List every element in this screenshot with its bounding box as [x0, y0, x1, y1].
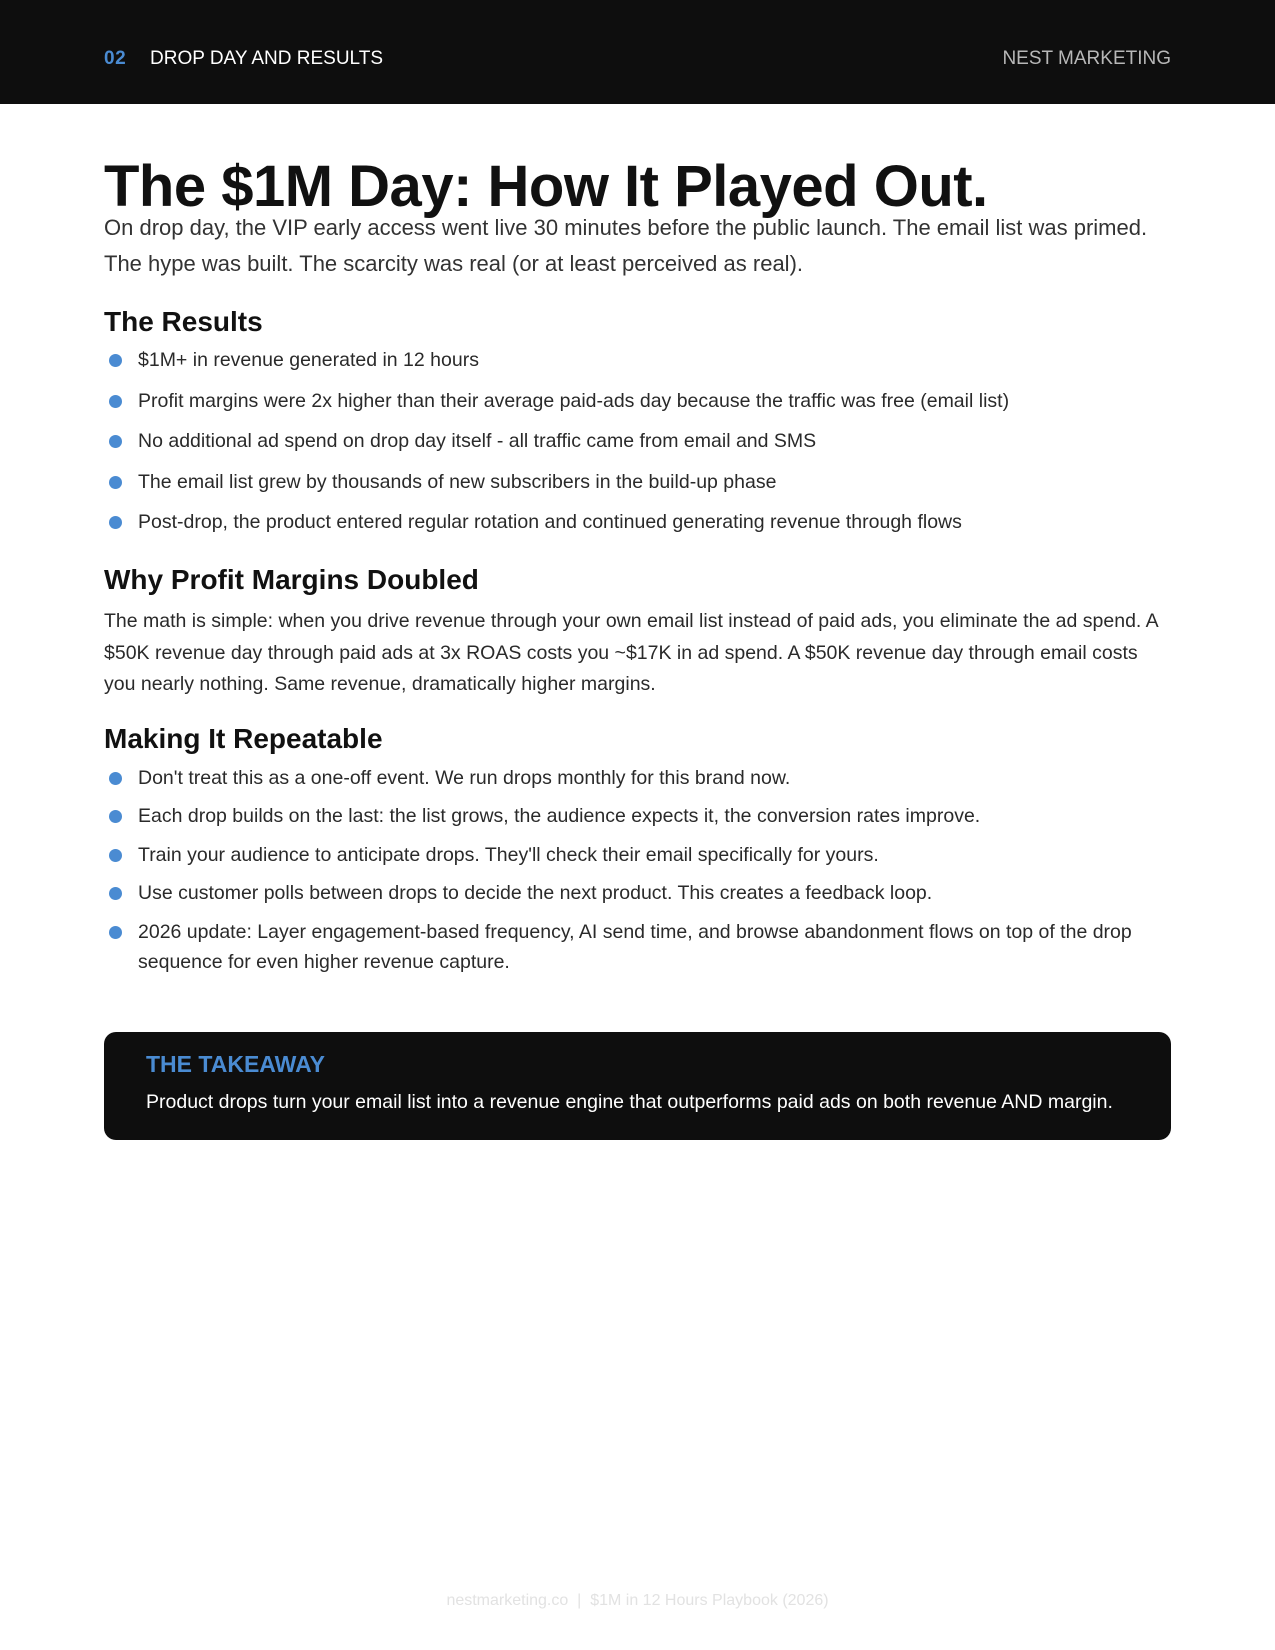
- takeaway-callout: [104, 1032, 1171, 1140]
- page-footer: nestmarketing.co | $1M in 12 Hours Playbook (2026): [446, 1592, 829, 1609]
- bullet-dot-icon: [109, 926, 122, 939]
- results-heading: The Results: [104, 306, 263, 337]
- bullet-dot-icon: [109, 476, 122, 489]
- list-item-text: Each drop builds on the last: the list grows, the audience expects it, the conversion rates improve.: [138, 805, 981, 827]
- list-item-text: 2026 update: Layer engagement-based frequency, AI send time, and browse abandonment flows on top of the drop sequence for even higher revenue capture.: [138, 920, 1132, 973]
- bullet-dot-icon: [109, 887, 122, 900]
- list-item: [104, 508, 1172, 536]
- list-item-text: No additional ad spend on drop day itself - all traffic came from email and SMS: [138, 430, 817, 452]
- bullet-dot-icon: [109, 849, 122, 862]
- page-title: The $1M Day: How It Played Out.: [104, 154, 988, 219]
- list-item: [104, 878, 1172, 908]
- bullet-dot-icon: [109, 772, 122, 785]
- list-item-text: $1M+ in revenue generated in 12 hours: [138, 349, 479, 371]
- list-item-text: Post-drop, the product entered regular rotation and continued generating revenue through flows: [138, 511, 962, 533]
- margins-paragraph: The math is simple: when you drive revenue through your own email list instead of paid ads, you eliminate the ad spend. A $50K revenue day through paid ads at 3x ROAS costs you ~$17K in ad spend. A $50K revenue day through email costs you nearly nothing. Same revenue, dramatically higher margins.: [104, 610, 1158, 695]
- intro-paragraph: On drop day, the VIP early access went live 30 minutes before the public launch. The email list was primed. The hype was built. The scarcity was real (or at least perceived as real).: [104, 215, 1148, 276]
- list-item: [104, 468, 1172, 496]
- list-item-text: Use customer polls between drops to decide the next product. This creates a feedback loop.: [138, 882, 933, 904]
- list-item: [104, 840, 1172, 870]
- results-list: [104, 346, 1172, 536]
- bullet-dot-icon: [109, 354, 122, 367]
- list-item: [104, 917, 1172, 977]
- brand-name: NEST MARKETING: [1002, 48, 1171, 69]
- main-content: [104, 152, 1172, 985]
- bullet-dot-icon: [109, 395, 122, 408]
- takeaway-body: Product drops turn your email list into a revenue engine that outperforms paid ads on both revenue AND margin.: [146, 1091, 1113, 1113]
- repeatable-list: [104, 763, 1172, 977]
- list-item-text: Don't treat this as a one-off event. We run drops monthly for this brand now.: [138, 766, 791, 789]
- list-item-text: Train your audience to anticipate drops. They'll check their email specifically for yours.: [138, 843, 879, 866]
- list-item: [104, 427, 1172, 455]
- list-item: [104, 346, 1172, 374]
- list-item-text: Profit margins were 2x higher than their average paid-ads day because the traffic was free (email list): [138, 389, 1010, 412]
- repeatable-heading: Making It Repeatable: [104, 722, 383, 754]
- chapter-title: DROP DAY AND RESULTS: [150, 48, 383, 69]
- margins-heading: Why Profit Margins Doubled: [104, 564, 479, 595]
- list-item: [104, 801, 1172, 831]
- takeaway-heading: THE TAKEAWAY: [146, 1051, 325, 1077]
- bullet-dot-icon: [109, 810, 122, 823]
- list-item: [104, 763, 1172, 793]
- list-item-text: The email list grew by thousands of new subscribers in the build-up phase: [138, 470, 777, 493]
- header-bar: [0, 0, 1275, 104]
- chapter-number: 02: [104, 48, 127, 69]
- bullet-dot-icon: [109, 516, 122, 529]
- bullet-dot-icon: [109, 435, 122, 448]
- list-item: [104, 387, 1172, 415]
